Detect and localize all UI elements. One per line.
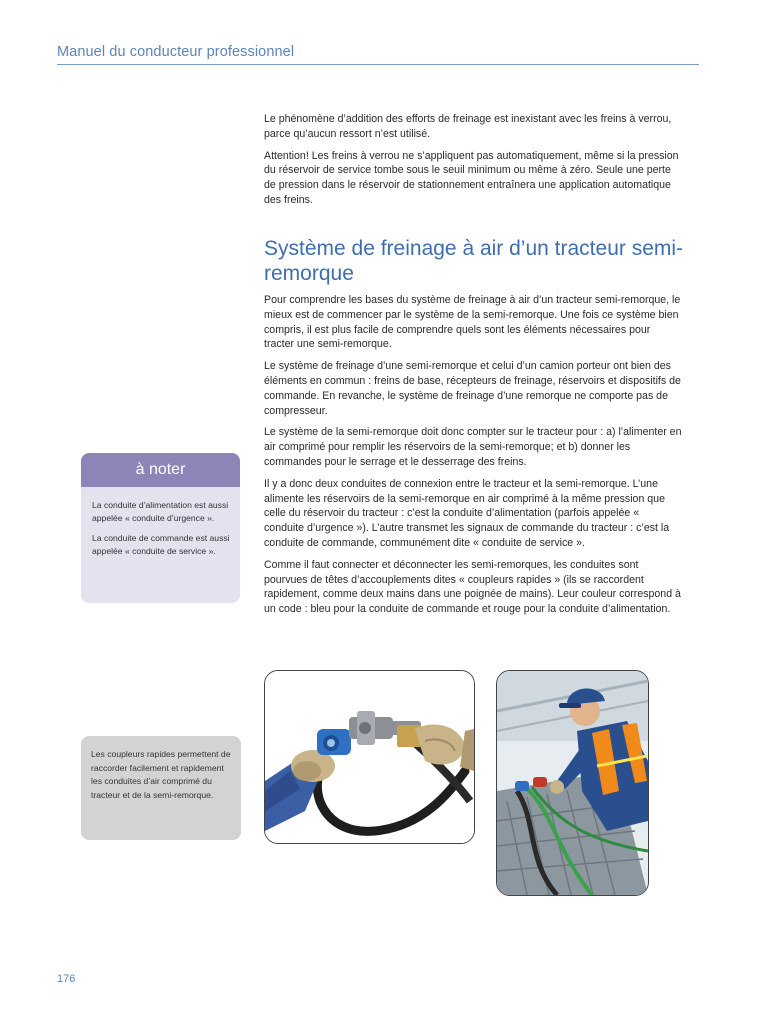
section-paragraph-3: Le système de la semi-remorque doit donc compter sur le tracteur pour : a) l’alimenter en air comprimé pour remplir les réservoirs de la semi-remorque; et b) donner les commandes pour le serrage et le desserrage des freins. xyxy=(264,426,682,468)
caption-text: Les coupleurs rapides permettent de raccorder facilement et rapidement les conduites d’air comprimé du tracteur et de la semi-remorque. xyxy=(91,749,231,800)
worker-coupling-image xyxy=(497,671,648,895)
note-title: à noter xyxy=(81,453,240,487)
intro-text xyxy=(264,112,682,215)
worker-illustration xyxy=(496,670,649,896)
section-body xyxy=(264,293,682,624)
section-paragraph-1: Pour comprendre les bases du système de freinage à air d’un tracteur semi-remorque, le mieux est de commencer par le système de la semi-remorque. Une fois ce système bien compris, il est plus facile de comprendre quels sont les éléments nécessaires pour tracter une semi-remorque. xyxy=(264,294,681,351)
section-paragraph-4: Il y a donc deux conduites de connexion entre le tracteur et la semi-remorque. L’une alimente les réservoirs de la semi-remorque en air comprimé à la même pression que celle du réservoir du tracteur : c’est la conduite d’alimentation (parfois appelée « conduite d’urgence »). L’autre transmet les signaux de commande du tracteur : c’est la conduite de commande, communément dite « conduite de service ». xyxy=(264,477,670,549)
section-paragraph-5: Comme il faut connecter et déconnecter les semi-remorques, les conduites sont pourvues de têtes d’accouplements dites « coupleurs rapides » (ils se raccordent rapidement, comme deux mains dans une poignée de mains). Leur couleur correspond à un code : bleu pour la conduite de commande et rouge pour la conduite d’alimentation. xyxy=(264,558,681,616)
note-body xyxy=(81,487,240,557)
note-box xyxy=(81,453,240,603)
note-paragraph-2: La conduite de commande est aussi appelée « conduite de service ». xyxy=(92,533,230,556)
note-paragraph-1: La conduite d’alimentation est aussi appelée « conduite d’urgence ». xyxy=(92,500,229,523)
caption-box xyxy=(81,736,241,840)
intro-paragraph-1: Le phénomène d’addition des efforts de freinage est inexistant avec les freins à verrou, parce qu’aucun ressort n’est utilisé. xyxy=(264,113,672,140)
section-title: Système de freinage à air d’un tracteur semi-remorque xyxy=(264,237,684,285)
intro-paragraph-2: Attention! Les freins à verrou ne s’appliquent pas automatiquement, même si la pression du réservoir de service tombe sous le seuil minimum ou même à zéro. Seule une perte de pression dans le réservoir de stationnement entraînera une application automatique des freins. xyxy=(264,149,679,206)
header-rule xyxy=(57,64,699,65)
page-number: 176 xyxy=(57,973,76,985)
running-header: Manuel du conducteur professionnel xyxy=(57,44,295,60)
coupler-illustration xyxy=(264,670,475,844)
coupler-hands-image xyxy=(265,671,474,843)
section-paragraph-2: Le système de freinage d’une semi-remorque et celui d’un camion porteur ont bien des éléments en commun : freins de base, récepteurs de freinage, réservoirs et dispositifs de commande. En revanche, le système de freinage d’une remorque ne comporte pas de compresseur. xyxy=(264,360,681,417)
